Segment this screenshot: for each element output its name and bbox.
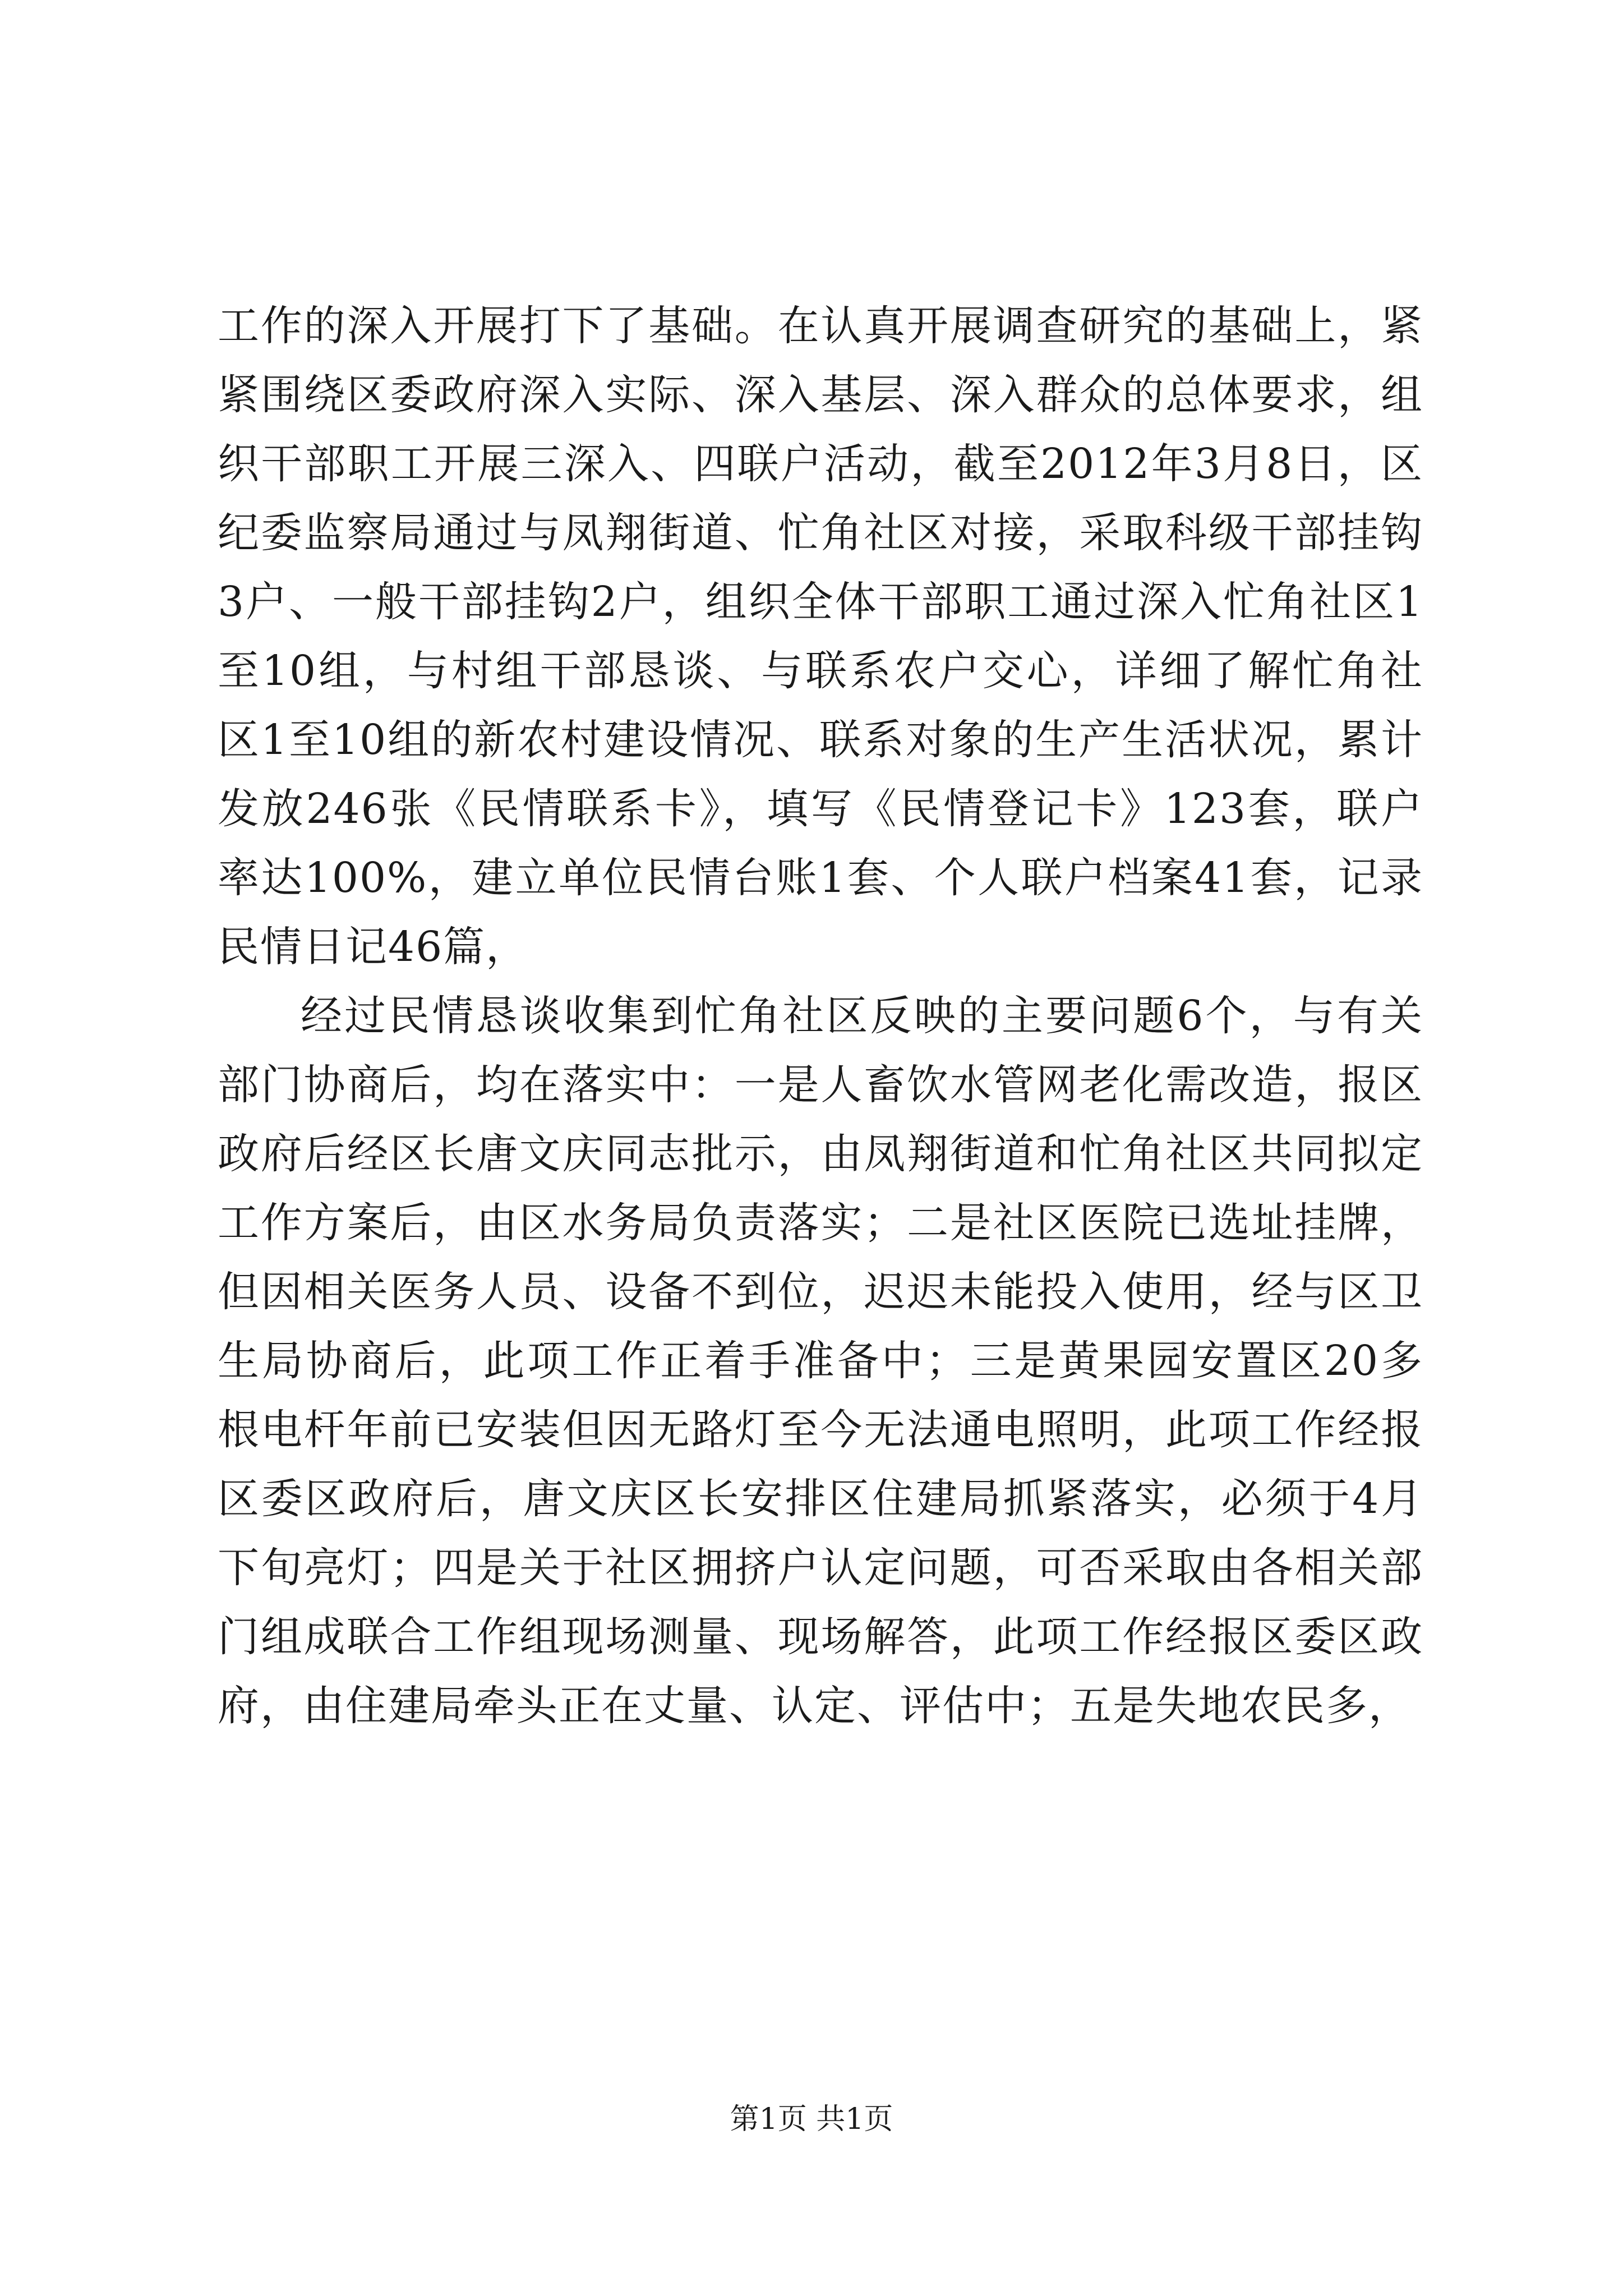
page-footer: 第1页 共1页 bbox=[730, 2102, 893, 2136]
paragraph-1: 工作的深入开展打下了基础。在认真开展调查研究的基础上，紧紧围绕区委政府深入实际、深入基层、深入群众的总体要求，组织干部职工开展三深入、四联户活动，截至2012年3月8日，区纪委监察局通过与凤翔街道、忙角社区对接，采取科级干部挂钩3户、一般干部挂钩2户，组织全体干部职工通过深入忙角社区1至10组，与村组干部恳谈、与联系农户交心，详细了解忙角社区1至10组的新农村建设情况、联系对象的生产生活状况，累计发放246张《民情联系卡》，填写《民情登记卡》123套，联户率达100%，建立单位民情台账1套、个人联户档案41套，记录民情日记46篇， bbox=[218, 302, 1423, 971]
document-body bbox=[218, 292, 1423, 1741]
paragraph-2: 经过民情恳谈收集到忙角社区反映的主要问题6个，与有关部门协商后，均在落实中：一是人畜饮水管网老化需改造，报区政府后经区长唐文庆同志批示，由凤翔街道和忙角社区共同拟定工作方案后，由区水务局负责落实；二是社区医院已选址挂牌，但因相关医务人员、设备不到位，迟迟未能投入使用，经与区卫生局协商后，此项工作正着手准备中；三是黄果园安置区20多根电杆年前已安装但因无路灯至今无法通电照明，此项工作经报区委区政府后，唐文庆区长安排区住建局抓紧落实，必须于4月下旬亮灯；四是关于社区拥挤户认定问题，可否采取由各相关部门组成联合工作组现场测量、现场解答，此项工作经报区委区政府，由住建局牵头正在丈量、认定、评估中；五是失地农民多， bbox=[218, 992, 1423, 1730]
